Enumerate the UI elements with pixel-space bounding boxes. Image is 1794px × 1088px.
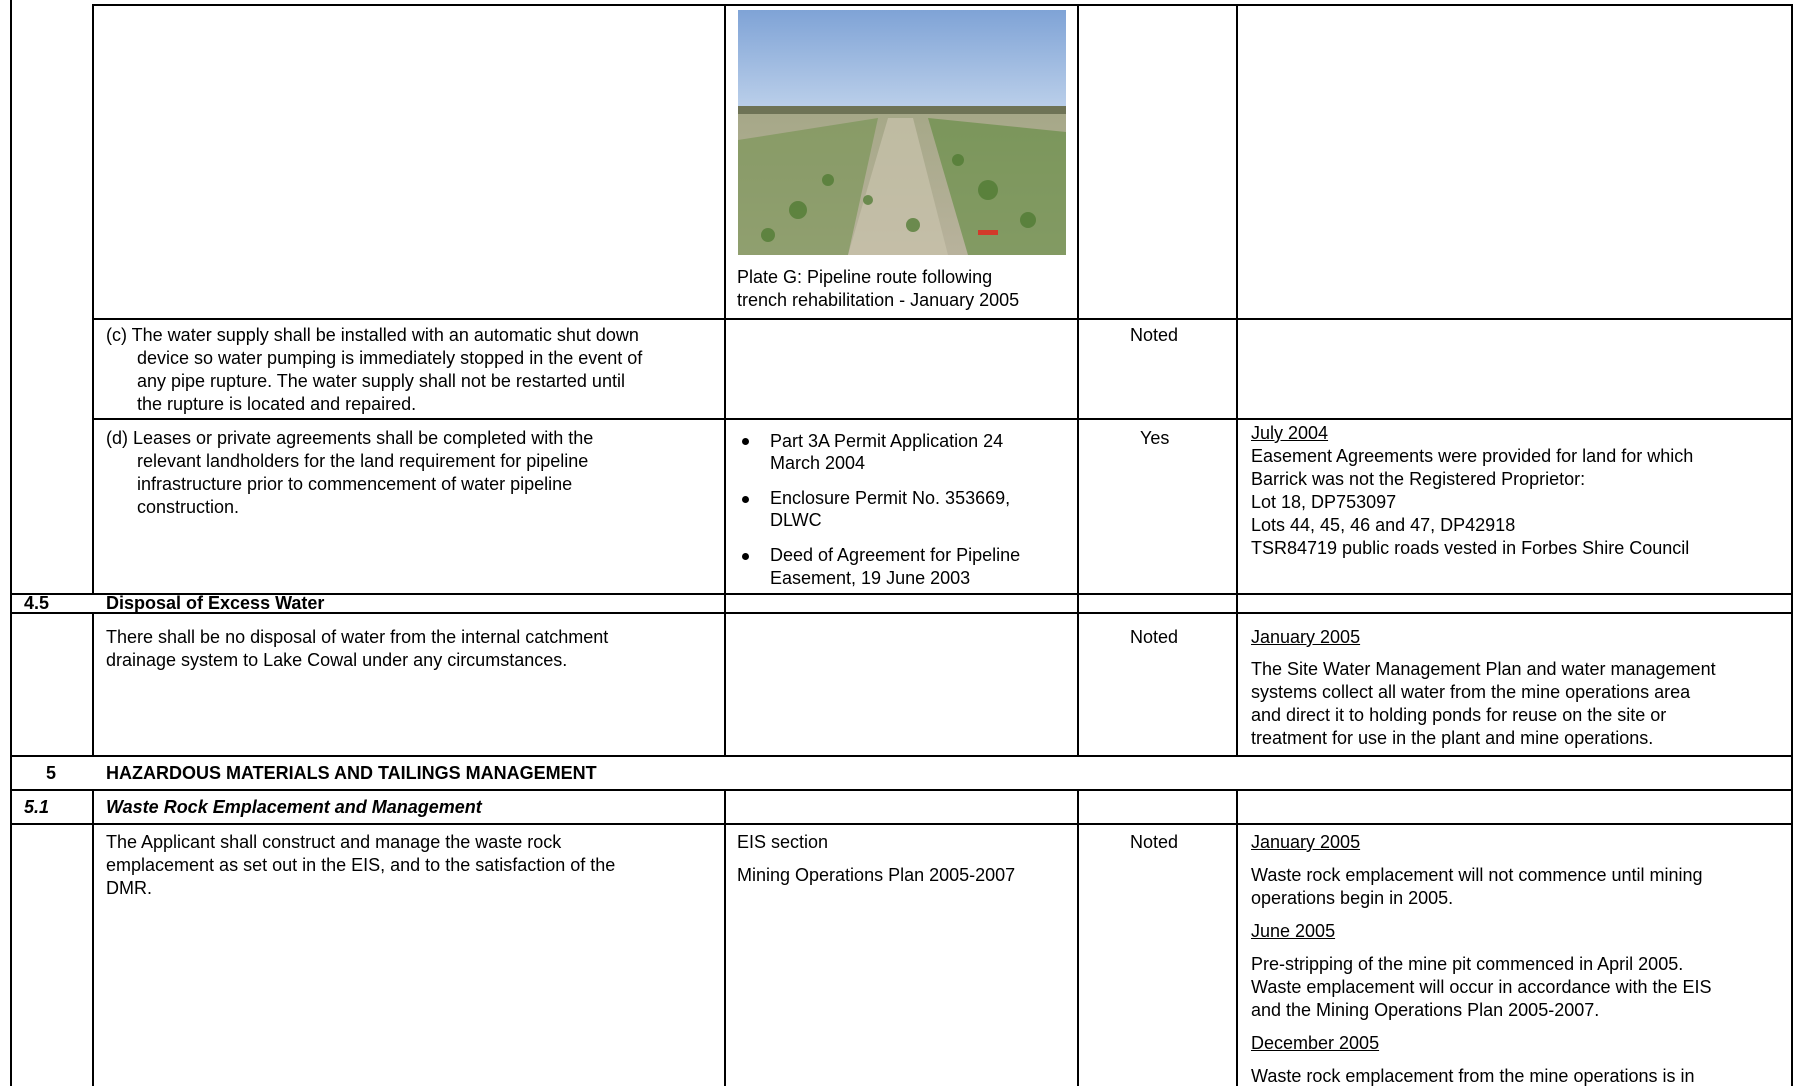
col-border bbox=[1236, 4, 1238, 755]
comment-text: The Site Water Management Plan and water management bbox=[1251, 659, 1716, 679]
row-border bbox=[10, 823, 1793, 825]
section-number: 4.5 bbox=[24, 593, 50, 613]
table-border-right bbox=[1791, 4, 1793, 1086]
requirement-text: (c) The water supply shall be installed with an automatic shut down bbox=[106, 325, 639, 345]
status-text: Yes bbox=[1140, 428, 1170, 448]
reference-item: Enclosure Permit No. 353669, bbox=[770, 488, 1011, 508]
comment-date: January 2005 bbox=[1251, 627, 1361, 647]
col-border bbox=[92, 4, 94, 593]
section-title: Waste Rock Emplacement and Management bbox=[106, 797, 482, 817]
col-border bbox=[92, 612, 94, 755]
col-border bbox=[1077, 4, 1079, 755]
col-border bbox=[1236, 789, 1238, 1086]
reference-item: March 2004 bbox=[770, 453, 866, 473]
requirement-text: construction. bbox=[137, 497, 240, 517]
status-text: Noted bbox=[1130, 627, 1179, 647]
comment-text: Waste rock emplacement from the mine operations is in bbox=[1251, 1066, 1695, 1086]
row-border bbox=[92, 318, 1793, 320]
col-border bbox=[724, 4, 726, 755]
comment-text: and the Mining Operations Plan 2005-2007. bbox=[1251, 1000, 1600, 1020]
requirement-text: drainage system to Lake Cowal under any circumstances. bbox=[106, 650, 568, 670]
bullet-icon bbox=[742, 553, 749, 560]
requirement-text: DMR. bbox=[106, 878, 152, 898]
comment-date: July 2004 bbox=[1251, 423, 1329, 443]
col-border bbox=[724, 789, 726, 1086]
bullet-icon bbox=[742, 496, 749, 503]
status-text: Noted bbox=[1130, 325, 1179, 345]
comment-text: Pre-stripping of the mine pit commenced in April 2005. bbox=[1251, 954, 1684, 974]
comment-text: Waste rock emplacement will not commence until mining bbox=[1251, 865, 1703, 885]
section-title: Disposal of Excess Water bbox=[106, 593, 325, 613]
comment-text: operations begin in 2005. bbox=[1251, 888, 1454, 908]
row-border bbox=[92, 418, 1793, 420]
row-border bbox=[10, 755, 1793, 757]
reference-item: EIS section bbox=[737, 832, 829, 852]
pipeline-route-photo bbox=[738, 10, 1066, 255]
reference-item: Deed of Agreement for Pipeline bbox=[770, 545, 1021, 565]
comment-text: systems collect all water from the mine operations area bbox=[1251, 682, 1691, 702]
section-number: 5 bbox=[46, 763, 57, 783]
comment-date: June 2005 bbox=[1251, 921, 1336, 941]
requirement-text: There shall be no disposal of water from the internal catchment bbox=[106, 627, 609, 647]
table-border-left bbox=[10, 0, 12, 1086]
comment-text: TSR84719 public roads vested in Forbes Shire Council bbox=[1251, 538, 1690, 558]
comment-text: Easement Agreements were provided for land for which bbox=[1251, 446, 1694, 466]
requirement-text: the rupture is located and repaired. bbox=[137, 394, 417, 414]
bullet-icon bbox=[742, 438, 749, 445]
row-border bbox=[10, 789, 1793, 791]
row-border bbox=[92, 4, 1793, 6]
comment-text: treatment for use in the plant and mine operations. bbox=[1251, 728, 1654, 748]
col-border bbox=[1077, 789, 1079, 1086]
reference-item: Mining Operations Plan 2005-2007 bbox=[737, 865, 1016, 885]
comment-text: Lot 18, DP753097 bbox=[1251, 492, 1397, 512]
photo-caption: Plate G: Pipeline route following bbox=[737, 267, 993, 287]
comment-date: January 2005 bbox=[1251, 832, 1361, 852]
section-number: 5.1 bbox=[24, 797, 50, 817]
requirement-text: device so water pumping is immediately stopped in the event of bbox=[137, 348, 643, 368]
comment-text: Waste emplacement will occur in accordance with the EIS bbox=[1251, 977, 1712, 997]
requirement-text: emplacement as set out in the EIS, and to the satisfaction of the bbox=[106, 855, 616, 875]
requirement-text: (d) Leases or private agreements shall be completed with the bbox=[106, 428, 594, 448]
requirement-text: The Applicant shall construct and manage the waste rock bbox=[106, 832, 562, 852]
section-title: HAZARDOUS MATERIALS AND TAILINGS MANAGEMENT bbox=[106, 763, 597, 783]
comment-date: December 2005 bbox=[1251, 1033, 1380, 1053]
requirement-text: relevant landholders for the land requirement for pipeline bbox=[137, 451, 589, 471]
reference-item: DLWC bbox=[770, 510, 822, 530]
comment-text: Lots 44, 45, 46 and 47, DP42918 bbox=[1251, 515, 1516, 535]
requirement-text: any pipe rupture. The water supply shall not be restarted until bbox=[137, 371, 625, 391]
comment-text: and direct it to holding ponds for reuse on the site or bbox=[1251, 705, 1667, 725]
requirement-text: infrastructure prior to commencement of water pipeline bbox=[137, 474, 573, 494]
status-text: Noted bbox=[1130, 832, 1179, 852]
reference-item: Easement, 19 June 2003 bbox=[770, 568, 971, 588]
reference-item: Part 3A Permit Application 24 bbox=[770, 431, 1004, 451]
col-border bbox=[92, 789, 94, 1086]
comment-text: Barrick was not the Registered Proprietor: bbox=[1251, 469, 1586, 489]
photo-caption: trench rehabilitation - January 2005 bbox=[737, 290, 1020, 310]
